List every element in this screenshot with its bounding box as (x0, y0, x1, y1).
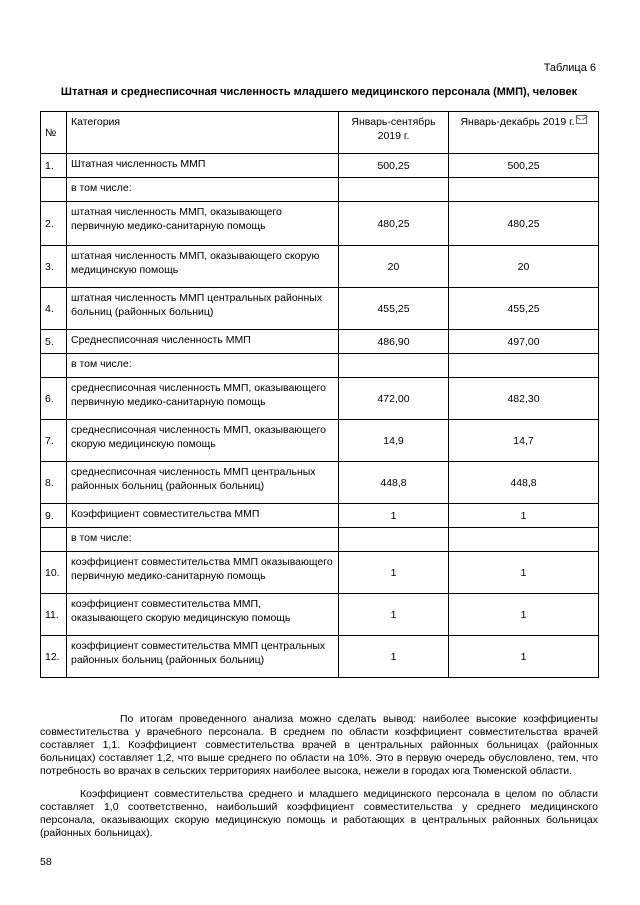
row-category: в том числе: (67, 528, 339, 552)
row-num: 6. (41, 378, 67, 420)
data-table (40, 111, 599, 678)
row-category: коэффициент совместительства ММП центральных районных больниц (районных больниц) (67, 636, 339, 678)
table-title: Штатная и среднесписочная численность младшего медицинского персонала (ММП), человек (60, 86, 578, 98)
paragraph-1: По итогам проведенного анализа можно сделать вывод: наиболее высокие коэффициенты совместительства у врачебного персонала. В среднем по области коэффициент совместительства врачей составляет 1,1. Коэффициент совместительства врачей в центральных районных больницах (районных больницах) составляет 1,2, что выше среднего по области на 10%. Это в первую очередь обусловлено, тем, что потребность во врачах в сельских территориях наиболее высока, нежели в городах юга Тюменской области. (40, 713, 598, 777)
row-category: Коэффициент совместительства ММП (67, 504, 339, 528)
table-row (41, 528, 599, 552)
table-row (41, 354, 599, 378)
table-row (41, 378, 599, 420)
row-value-jan-sep (339, 528, 449, 552)
row-category: среднесписочная численность ММП, оказывающего скорую медицинскую помощь (67, 420, 339, 462)
row-num: 7. (41, 420, 67, 462)
table-row (41, 420, 599, 462)
table-row (41, 154, 599, 178)
row-num: 8. (41, 462, 67, 504)
row-value-jan-sep: 1 (339, 594, 449, 636)
row-num: 12. (41, 636, 67, 678)
header-category: Категория (67, 112, 339, 154)
row-num (41, 354, 67, 378)
row-value-jan-dec: 20 (449, 246, 599, 288)
row-value-jan-dec: 497,00 (449, 330, 599, 354)
table-row (41, 178, 599, 202)
row-value-jan-sep: 486,90 (339, 330, 449, 354)
row-num: 1. (41, 154, 67, 178)
row-category: в том числе: (67, 178, 339, 202)
row-category: Штатная численность ММП (67, 154, 339, 178)
row-value-jan-sep: 1 (339, 504, 449, 528)
table-row (41, 330, 599, 354)
row-num (41, 178, 67, 202)
row-value-jan-sep: 500,25 (339, 154, 449, 178)
table-row (41, 594, 599, 636)
row-value-jan-dec: 14,7 (449, 420, 599, 462)
row-category: штатная численность ММП, оказывающего скорую медицинскую помощь (67, 246, 339, 288)
table-label: Таблица 6 (543, 62, 596, 74)
row-num: 3. (41, 246, 67, 288)
table-header-row (41, 112, 599, 154)
row-value-jan-dec (449, 178, 599, 202)
row-value-jan-dec: 1 (449, 636, 599, 678)
table-row (41, 504, 599, 528)
table-row (41, 462, 599, 504)
row-category: коэффициент совместительства ММП, оказывающего скорую медицинскую помощь (67, 594, 339, 636)
row-value-jan-sep: 455,25 (339, 288, 449, 330)
row-value-jan-dec (449, 354, 599, 378)
row-value-jan-dec (449, 528, 599, 552)
row-num: 9. (41, 504, 67, 528)
header-col2-label: Январь-декабрь 2019 г. (460, 116, 575, 128)
row-value-jan-dec: 482,30 (449, 378, 599, 420)
row-value-jan-sep (339, 354, 449, 378)
row-value-jan-dec: 1 (449, 594, 599, 636)
row-value-jan-dec: 1 (449, 504, 599, 528)
row-value-jan-dec: 448,8 (449, 462, 599, 504)
row-value-jan-sep: 1 (339, 552, 449, 594)
row-value-jan-sep: 20 (339, 246, 449, 288)
row-value-jan-dec: 480,25 (449, 202, 599, 246)
paragraph-2: Коэффициент совместительства среднего и младшего медицинского персонала в целом по области составляет 1,0 соответственно, наибольший коэффициент совместительства у среднего медицинского персонала, оказывающих скорую медицинскую помощь и работающих в центральных районных больницах (районных больницах). (40, 788, 598, 839)
row-category: среднесписочная численность ММП, оказывающего первичную медико-санитарную помощь (67, 378, 339, 420)
row-value-jan-sep: 448,8 (339, 462, 449, 504)
page-number: 58 (40, 856, 52, 868)
header-col1: Январь-сентябрь 2019 г. (339, 112, 449, 154)
row-num: 5. (41, 330, 67, 354)
row-value-jan-dec: 500,25 (449, 154, 599, 178)
table-row (41, 552, 599, 594)
row-num: 4. (41, 288, 67, 330)
table-row (41, 246, 599, 288)
row-category: Среднесписочная численность ММП (67, 330, 339, 354)
row-value-jan-sep: 480,25 (339, 202, 449, 246)
header-col2 (449, 112, 599, 154)
table-row (41, 288, 599, 330)
row-category: штатная численность ММП, оказывающего первичную медико-санитарную помощь (67, 202, 339, 246)
row-num: 2. (41, 202, 67, 246)
row-value-jan-sep: 14,9 (339, 420, 449, 462)
row-value-jan-dec: 1 (449, 552, 599, 594)
table-row (41, 202, 599, 246)
table-row (41, 636, 599, 678)
row-value-jan-sep (339, 178, 449, 202)
row-category: в том числе: (67, 354, 339, 378)
row-num: 11. (41, 594, 67, 636)
row-category: среднесписочная численность ММП центральных районных больниц (районных больниц) (67, 462, 339, 504)
row-category: коэффициент совместительства ММП оказывающего первичную медико-санитарную помощь (67, 552, 339, 594)
envelope-icon (576, 115, 587, 124)
row-value-jan-dec: 455,25 (449, 288, 599, 330)
row-value-jan-sep: 472,00 (339, 378, 449, 420)
row-value-jan-sep: 1 (339, 636, 449, 678)
row-category: штатная численность ММП центральных районных больниц (районных больниц) (67, 288, 339, 330)
row-num (41, 528, 67, 552)
row-num: 10. (41, 552, 67, 594)
header-num: № (41, 112, 67, 154)
